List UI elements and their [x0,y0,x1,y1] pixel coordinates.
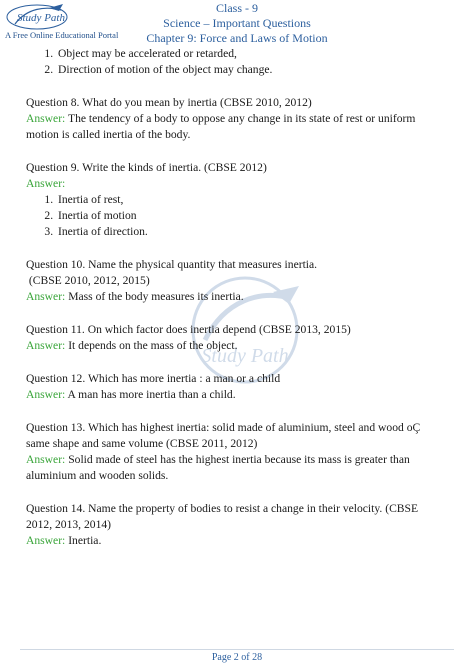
answer-text [26,338,446,354]
question-text [26,257,446,273]
question-body: Write the kinds of inertia. (CBSE 2012) [79,161,267,174]
question-label: Question 13. [26,421,86,434]
question-body: What do you mean by inertia (CBSE 2010, 2012) [79,96,312,109]
question-label: Question 12. [26,372,86,385]
question-body: Which has more inertia : a man or a child [85,372,281,385]
list-item: 1. Object may be accelerated or retarded, [56,46,446,62]
answer-text [26,452,446,484]
question-text [26,371,446,387]
question-label: Question 11. [26,323,85,336]
question-9 [26,160,446,240]
question-label: Question 10. [26,258,86,271]
header-class: Class - 9 [216,1,258,15]
header-chapter: Chapter 9: Force and Laws of Motion [146,31,328,45]
question-label: Question 14. [26,502,86,515]
logo-script-text: Study Path [17,12,65,24]
footer-divider [20,649,454,650]
question-content [26,46,446,549]
question-11 [26,322,446,354]
answer-label: Answer: [26,534,66,547]
page-number: Page 2 of 28 [211,652,263,663]
answer-body: It depends on the mass of the object. [65,339,238,352]
question-text [26,501,446,533]
answer-body: Inertia. [65,534,102,547]
question-10 [26,257,446,305]
answer-text [26,289,446,305]
answer-label: Answer: [26,339,66,352]
question-8 [26,95,446,143]
answer-text [26,176,446,192]
question-text [26,95,446,111]
answer-body: The tendency of a body to oppose any change in its state of rest or uniform motion is called inertia of the body. [26,112,416,141]
answer-text [26,387,446,403]
answer-body: A man has more inertia than a child. [65,388,236,401]
list-item: 1. Inertia of rest, [56,192,446,208]
answer-body: Mass of the body measures its inertia. [65,290,244,303]
answer-label: Answer: [26,290,66,303]
question-text [26,322,446,338]
intro-list [26,46,446,78]
answer-text [26,111,446,143]
answer-text [26,533,446,549]
question-14 [26,501,446,549]
question-body: On which factor does inertia depend (CBSE 2013, 2015) [84,323,351,336]
question-label: Question 8. [26,96,80,109]
answer-label: Answer: [26,453,66,466]
list-item: 2. Inertia of motion [56,208,446,224]
question-12 [26,371,446,403]
answer-label: Answer: [26,112,66,125]
list-item: 3. Inertia of direction. [56,224,446,240]
question-citation: (CBSE 2010, 2012, 2015) [28,274,150,287]
answer-label: Answer: [26,388,66,401]
answer-list [26,192,446,240]
question-text [26,420,446,452]
question-body: Name the physical quantity that measures inertia. [85,258,318,271]
question-text-continued [26,273,446,289]
answer-body: Solid made of steel has the highest inertia because its mass is greater than aluminium and wooden solids. [26,453,410,482]
watermark-text: Study Path [201,345,289,367]
header-subject: Science – Important Questions [163,16,311,30]
answer-label: Answer: [26,177,66,190]
list-item: 2. Direction of motion of the object may change. [56,62,446,78]
question-text [26,160,446,176]
question-body: Name the property of bodies to resist a change in their velocity. (CBSE 2012, 2013, 2014) [26,502,419,531]
question-13 [26,420,446,484]
question-body: Which has highest inertia: solid made of aluminium, steel and wood oÇ same shape and same volume (CBSE 2011, 2012) [26,421,421,450]
logo-tagline: A Free Online Educational Portal [5,30,119,40]
question-label: Question 9. [26,161,80,174]
